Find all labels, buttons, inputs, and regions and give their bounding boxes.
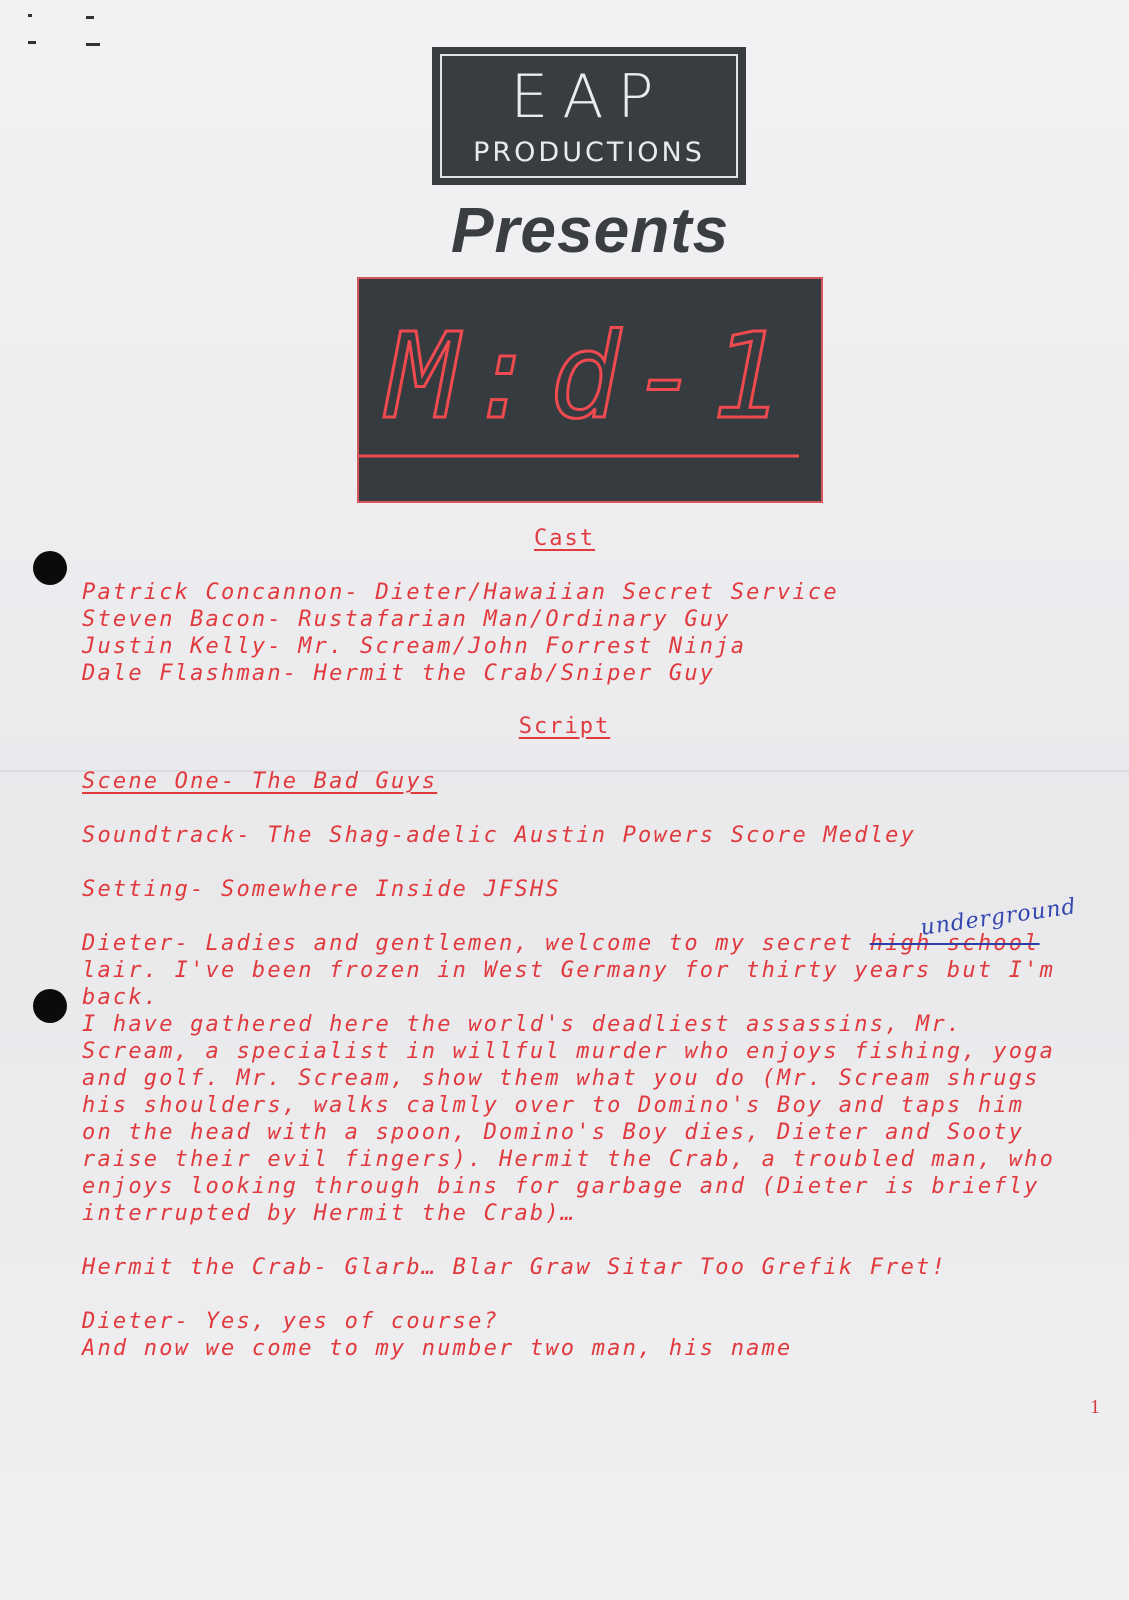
show-title: M:d-1 xyxy=(387,307,793,445)
struck-text: high school xyxy=(869,931,1040,956)
punch-hole xyxy=(33,551,67,585)
cast-member: Steven Bacon- Rustafarian Man/Ordinary Guy xyxy=(82,607,731,632)
punch-hole xyxy=(33,989,67,1023)
company-logo xyxy=(432,47,746,185)
hermit-line: Hermit the Crab- Glarb… Blar Graw Sitar Too Grefik Fret! xyxy=(82,1255,947,1280)
dieter-reply: Dieter- Yes, yes of course? xyxy=(82,1309,500,1334)
setting-line: Setting- Somewhere Inside JFSHS xyxy=(82,877,561,902)
dieter-line: I have gathered here the world's deadliest assassins, Mr. xyxy=(82,1012,963,1037)
company-subtitle: PRODUCTIONS xyxy=(473,137,705,168)
dieter-continue: And now we come to my number two man, his name xyxy=(82,1336,793,1361)
dieter-line: interrupted by Hermit the Crab)… xyxy=(82,1201,577,1226)
page-number: 1 xyxy=(1090,1396,1100,1418)
dieter-line: and golf. Mr. Scream, show them what you do (Mr. Scream shrugs xyxy=(82,1066,1040,1091)
dieter-line: lair. I've been frozen in West Germany for thirty years but I'm xyxy=(82,958,1056,983)
handwritten-correction: underground xyxy=(919,894,1079,941)
cast-heading: Cast xyxy=(534,526,595,551)
dieter-line: raise their evil fingers). Hermit the Crab, a troubled man, who xyxy=(82,1147,1056,1172)
staple-marks xyxy=(28,14,108,54)
cast-member: Justin Kelly- Mr. Scream/John Forrest Ninja xyxy=(82,634,747,659)
dieter-line: enjoys looking through bins for garbage and (Dieter is briefly xyxy=(82,1174,1040,1199)
presents-heading: Presents xyxy=(450,194,730,266)
soundtrack-line: Soundtrack- The Shag-adelic Austin Powers Score Medley xyxy=(82,823,917,848)
dieter-line: his shoulders, walks calmly over to Domino's Boy and taps him xyxy=(82,1093,1025,1118)
scene-title: Scene One- The Bad Guys xyxy=(82,769,438,794)
company-name: EAP xyxy=(510,62,668,132)
dieter-line: Scream, a specialist in willful murder who enjoys fishing, yoga xyxy=(82,1039,1056,1064)
dieter-line: back. xyxy=(82,985,160,1010)
script-heading: Script xyxy=(518,714,611,739)
show-title-graphic xyxy=(359,279,821,501)
cast-member: Patrick Concannon- Dieter/Hawaiian Secret Service xyxy=(82,580,839,605)
cast-member: Dale Flashman- Hermit the Crab/Sniper Guy xyxy=(82,661,716,686)
show-title-box xyxy=(357,277,823,503)
dieter-line: Dieter- Ladies and gentlemen, welcome to my secret high school xyxy=(82,931,1040,956)
dieter-line: on the head with a spoon, Domino's Boy dies, Dieter and Sooty xyxy=(82,1120,1025,1145)
